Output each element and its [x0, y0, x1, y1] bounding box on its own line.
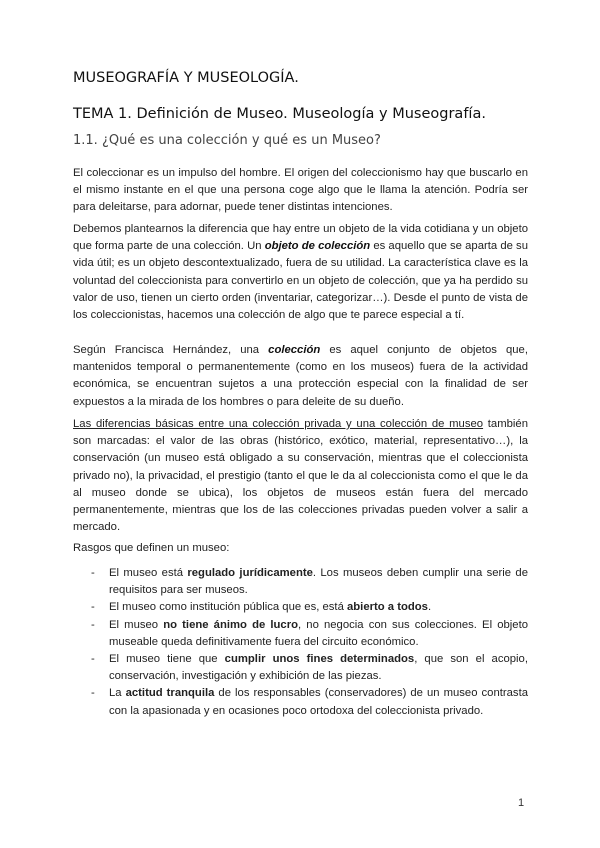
- paragraph-4: Las diferencias básicas entre una colección privada y una colección de museo también son marcadas: el valor de las obras (histórico, exótico, material, representativo…), la conservación (un museo está obligado a su conservación, mientras que el coleccionista privado no), la privacidad, el prestigio (tanto el que le da al coleccionista como el que le da al museo donde se ubica), los objetos de museos están fuera del mercado permanentemente, mientras que los de las colecciones privadas pueden volver a salir a mercado.: [73, 418, 528, 534]
- term-objeto-de-coleccion: objeto de colección: [264, 240, 371, 253]
- paragraph-3: Según Francisca Hernández, una colección es aquel conjunto de objetos que, mantenidos temporal o permanentemente (como en los museos) fuera de la actividad económica, se encuentran sujetos a una protección especial con la finalidad de ser expuestos a la mirada de los hombres o para deleite de su dueño.: [73, 344, 528, 408]
- term-coleccion: colección: [268, 344, 321, 356]
- underlined-phrase: Las diferencias básicas entre una colección privada y una colección de museo: [73, 418, 484, 430]
- list-item: - El museo como institución pública que es, está abierto a todos.: [91, 601, 432, 614]
- paragraph-5: Rasgos que definen un museo:: [73, 542, 230, 554]
- list-item: - El museo está regulado jurídicamente. Los museos deben cumplir una serie de requisitos para ser museos.: [91, 567, 528, 597]
- museum-traits-list: [73, 565, 528, 720]
- page-number: 1: [518, 797, 525, 809]
- paragraph-1: El coleccionar es un impulso del hombre. El origen del coleccionismo hay que buscarlo en el mismo instante en el que una persona coge algo que le llama la atención. Podría ser para deleitarse, para adornar, puede tener distintas intenciones.: [73, 167, 528, 214]
- list-item: - El museo tiene que cumplir unos fines determinados, que son el acopio, conservación, investigación y exhibición de las piezas.: [91, 653, 528, 683]
- section-heading: 1.1. ¿Qué es una colección y qué es un Museo?: [73, 133, 381, 148]
- list-item: - La actitud tranquila de los responsables (conservadores) de un museo contrasta con la apasionada y en ocasiones poco ortodoxa del coleccionista privado.: [91, 687, 528, 717]
- list-item: - El museo no tiene ánimo de lucro, no negocia con sus colecciones. El objeto museable queda definitivamente fuera del circuito económico.: [91, 618, 529, 648]
- topic-heading: TEMA 1. Definición de Museo. Museología y Museografía.: [73, 106, 486, 122]
- document-title: MUSEOGRAFÍA Y MUSEOLOGÍA.: [73, 70, 299, 86]
- paragraph-2: Debemos plantearnos la diferencia que hay entre un objeto de la vida cotidiana y un objeto que forma parte de una colección. Un objeto de colección es aquello que se aparta de su vida útil; es un objeto descontextualizado, fuera de su utilidad. La característica clave es la voluntad del coleccionista para convertirlo en un objeto de colección, que ya ha perdido su valor de uso, tienen un cierto orden (inventariar, categorizar…). Desde el punto de vista de los coleccionistas, hacemos una colección de algo que te parece especial a tí.: [73, 223, 528, 322]
